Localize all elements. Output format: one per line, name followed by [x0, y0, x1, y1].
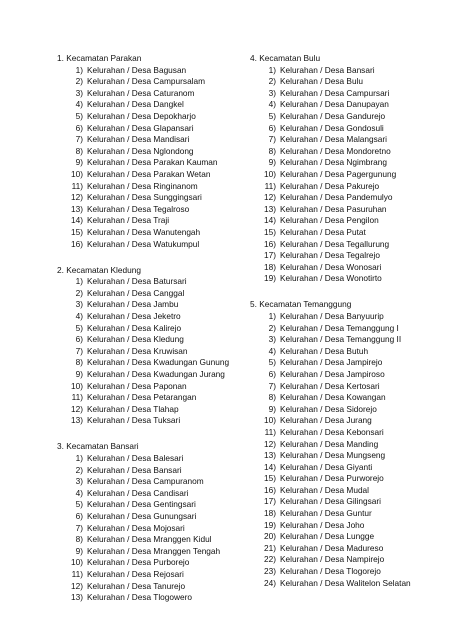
desa-list-item — [57, 499, 242, 511]
desa-list-item — [57, 523, 242, 535]
item-number: 10) — [71, 380, 83, 391]
kecamatan-title: 3. Kecamatan Bansari — [57, 441, 139, 452]
item-number: 9) — [75, 157, 83, 168]
desa-list-item — [57, 334, 242, 346]
item-number: 2) — [75, 76, 83, 87]
kecamatan-title: 4. Kecamatan Bulu — [250, 53, 321, 63]
desa-list-item — [250, 311, 470, 323]
desa-list-item — [57, 465, 242, 477]
item-number: 11) — [264, 180, 276, 191]
desa-list-item — [57, 215, 242, 227]
item-label: Kelurahan / Desa Putat — [280, 226, 366, 237]
item-number: 6) — [268, 368, 276, 379]
desa-list-item — [250, 473, 470, 485]
item-number: 7) — [268, 380, 276, 391]
item-number: 2) — [268, 322, 276, 333]
item-number: 15) — [71, 226, 83, 237]
item-number: 8) — [268, 392, 276, 403]
item-label: Kelurahan / Desa Jambu — [87, 299, 179, 310]
item-label: Kelurahan / Desa Pengilon — [280, 215, 379, 226]
item-number: 2) — [75, 287, 83, 298]
item-number: 3) — [75, 299, 83, 310]
right-column — [250, 53, 470, 589]
desa-list-item — [250, 323, 470, 335]
desa-list-item — [250, 65, 470, 77]
item-number: 7) — [75, 522, 83, 533]
item-label: Kelurahan / Desa Canggal — [87, 287, 185, 298]
item-number: 3) — [75, 87, 83, 98]
item-number: 10) — [71, 557, 83, 568]
item-label: Kelurahan / Desa Tlogowero — [87, 592, 193, 603]
item-number: 1) — [75, 64, 83, 75]
item-label: Kelurahan / Desa Malangsari — [280, 134, 387, 145]
item-label: Kelurahan / Desa Lungge — [280, 531, 375, 542]
desa-list-item — [57, 311, 242, 323]
item-number: 8) — [75, 357, 83, 368]
desa-list-item — [57, 392, 242, 404]
item-label: Kelurahan / Desa Gilingsari — [280, 496, 381, 507]
item-number: 18) — [264, 508, 276, 519]
item-label: Kelurahan / Desa Wanutengah — [87, 226, 201, 237]
item-label: Kelurahan / Desa Jurang — [280, 415, 372, 426]
item-label: Kelurahan / Desa Glapansari — [87, 122, 194, 133]
desa-list-item — [57, 123, 242, 135]
desa-list-item — [57, 227, 242, 239]
item-number: 16) — [264, 238, 276, 249]
item-label: Kelurahan / Desa Giyanti — [280, 461, 373, 472]
desa-list-item — [250, 215, 470, 227]
desa-list-item — [57, 192, 242, 204]
kecamatan-section — [57, 441, 242, 603]
kecamatan-section — [250, 299, 470, 589]
desa-list-item — [250, 554, 470, 566]
desa-list-item — [250, 346, 470, 358]
item-number: 10) — [264, 168, 276, 179]
desa-list-item — [250, 76, 470, 88]
desa-list — [250, 311, 470, 589]
item-label: Kelurahan / Desa Kowangan — [280, 392, 386, 403]
item-number: 11) — [264, 426, 276, 437]
item-label: Kelurahan / Desa Kledung — [87, 334, 184, 345]
desa-list-item — [250, 381, 470, 393]
item-label: Kelurahan / Desa Parakan Kauman — [87, 157, 218, 168]
item-label: Kelurahan / Desa Mungseng — [280, 450, 386, 461]
desa-list-item — [57, 204, 242, 216]
desa-list-item — [250, 439, 470, 451]
item-number: 5) — [75, 110, 83, 121]
item-label: Kelurahan / Desa Pandemulyo — [280, 192, 393, 203]
desa-list-item — [57, 453, 242, 465]
desa-list-item — [57, 369, 242, 381]
item-label: Kelurahan / Desa Tegallurung — [280, 238, 390, 249]
desa-list-item — [250, 357, 470, 369]
desa-list-item — [57, 276, 242, 288]
item-label: Kelurahan / Desa Mandisari — [87, 134, 190, 145]
desa-list-item — [57, 134, 242, 146]
kecamatan-section — [57, 265, 242, 427]
desa-list-item — [57, 415, 242, 427]
item-number: 22) — [264, 554, 276, 565]
item-label: Kelurahan / Desa Tegalroso — [87, 203, 190, 214]
item-number: 9) — [75, 368, 83, 379]
desa-list-item — [250, 427, 470, 439]
item-number: 15) — [264, 473, 276, 484]
desa-list — [57, 453, 242, 604]
item-label: Kelurahan / Desa Dangkel — [87, 99, 184, 110]
item-number: 7) — [75, 345, 83, 356]
item-number: 7) — [75, 134, 83, 145]
desa-list-item — [57, 592, 242, 604]
item-label: Kelurahan / Desa Watukumpul — [87, 238, 200, 249]
item-label: Kelurahan / Desa Purborejo — [87, 557, 190, 568]
item-number: 4) — [75, 310, 83, 321]
desa-list-item — [250, 566, 470, 578]
desa-list-item — [57, 488, 242, 500]
item-label: Kelurahan / Desa Traji — [87, 215, 170, 226]
item-label: Kelurahan / Desa Sidorejo — [280, 403, 377, 414]
kecamatan-section — [57, 53, 242, 250]
item-label: Kelurahan / Desa Madureso — [280, 542, 384, 553]
item-label: Kelurahan / Desa Petarangan — [87, 392, 197, 403]
item-number: 6) — [75, 122, 83, 133]
desa-list — [57, 65, 242, 251]
item-number: 21) — [264, 542, 276, 553]
item-label: Kelurahan / Desa Mondoretno — [280, 145, 391, 156]
kecamatan-title: 1. Kecamatan Parakan — [57, 53, 142, 63]
item-number: 2) — [75, 464, 83, 475]
item-number: 6) — [75, 510, 83, 521]
desa-list-item — [250, 531, 470, 543]
desa-list-item — [250, 450, 470, 462]
item-number: 8) — [268, 145, 276, 156]
item-label: Kelurahan / Desa Jampirejo — [280, 357, 383, 368]
item-number: 2) — [268, 76, 276, 87]
item-label: Kelurahan / Desa Parakan Wetan — [87, 168, 211, 179]
kecamatan-title: 2. Kecamatan Kledung — [57, 264, 141, 275]
item-number: 1) — [268, 64, 276, 75]
desa-list-item — [250, 485, 470, 497]
item-label: Kelurahan / Desa Temanggung I — [280, 322, 399, 333]
item-number: 13) — [71, 415, 83, 426]
item-number: 7) — [268, 134, 276, 145]
desa-list-item — [57, 346, 242, 358]
desa-list-item — [57, 239, 242, 251]
desa-list-item — [250, 334, 470, 346]
item-label: Kelurahan / Desa Batursari — [87, 276, 187, 287]
item-label: Kelurahan / Desa Jeketro — [87, 310, 181, 321]
desa-list-item — [250, 508, 470, 520]
desa-list-item — [250, 369, 470, 381]
item-label: Kelurahan / Desa Wonotirto — [280, 273, 382, 284]
desa-list-item — [250, 192, 470, 204]
item-number: 24) — [264, 577, 276, 588]
item-number: 18) — [264, 261, 276, 272]
item-label: Kelurahan / Desa Nampirejo — [280, 554, 385, 565]
item-number: 13) — [71, 203, 83, 214]
item-number: 6) — [268, 122, 276, 133]
item-number: 23) — [264, 566, 276, 577]
desa-list-item — [57, 99, 242, 111]
desa-list-item — [250, 134, 470, 146]
desa-list-item — [250, 99, 470, 111]
desa-list-item — [250, 169, 470, 181]
item-number: 10) — [71, 168, 83, 179]
section-spacer — [57, 250, 242, 265]
item-label: Kelurahan / Desa Kalirejo — [87, 322, 182, 333]
item-number: 14) — [264, 215, 276, 226]
desa-list-item — [57, 357, 242, 369]
section-spacer — [57, 427, 242, 442]
item-label: Kelurahan / Desa Balesari — [87, 453, 184, 463]
item-label: Kelurahan / Desa Campursalam — [87, 76, 206, 87]
item-label: Kelurahan / Desa Campursari — [280, 87, 390, 98]
item-number: 16) — [264, 484, 276, 495]
desa-list-item — [57, 157, 242, 169]
left-column — [57, 53, 242, 604]
desa-list-item — [250, 392, 470, 404]
item-number: 17) — [264, 250, 276, 261]
item-number: 3) — [75, 476, 83, 487]
desa-list-item — [57, 146, 242, 158]
item-number: 13) — [264, 450, 276, 461]
item-label: Kelurahan / Desa Gandurejo — [280, 110, 386, 121]
item-label: Kelurahan / Desa Jampiroso — [280, 368, 385, 379]
item-label: Kelurahan / Desa Temanggung II — [280, 334, 402, 345]
item-number: 9) — [268, 157, 276, 168]
desa-list-item — [57, 65, 242, 77]
item-label: Kelurahan / Desa Depokharjo — [87, 110, 196, 121]
desa-list-item — [57, 511, 242, 523]
item-label: Kelurahan / Desa Mranggen Tengah — [87, 545, 221, 556]
item-label: Kelurahan / Desa Paponan — [87, 380, 187, 391]
desa-list-item — [250, 262, 470, 274]
desa-list-item — [250, 250, 470, 262]
item-label: Kelurahan / Desa Mojosari — [87, 522, 185, 533]
item-number: 9) — [268, 403, 276, 414]
item-number: 11) — [71, 392, 83, 403]
item-number: 11) — [71, 568, 83, 579]
desa-list-item — [250, 181, 470, 193]
kecamatan-title: 5. Kecamatan Temanggung — [250, 299, 352, 310]
item-label: Kelurahan / Desa Manding — [280, 438, 379, 449]
desa-list-item — [250, 204, 470, 216]
desa-list-item — [57, 534, 242, 546]
item-label: Kelurahan / Desa Bagusan — [87, 64, 187, 75]
item-label: Kelurahan / Desa Caturanom — [87, 87, 195, 98]
item-label: Kelurahan / Desa Pakurejo — [280, 180, 380, 191]
item-label: Kelurahan / Desa Gentingsari — [87, 499, 196, 510]
desa-list-item — [250, 543, 470, 555]
item-label: Kelurahan / Desa Kruwisan — [87, 345, 188, 356]
item-number: 1) — [75, 276, 83, 287]
item-number: 12) — [71, 403, 83, 414]
desa-list-item — [250, 578, 470, 590]
desa-list-item — [57, 299, 242, 311]
desa-list-item — [57, 381, 242, 393]
item-number: 12) — [264, 192, 276, 203]
item-label: Kelurahan / Desa Mudal — [280, 484, 370, 495]
desa-list-item — [57, 323, 242, 335]
item-label: Kelurahan / Desa Gondosuli — [280, 122, 384, 133]
item-number: 15) — [264, 226, 276, 237]
item-label: Kelurahan / Desa Mranggen Kidul — [87, 534, 212, 545]
item-number: 4) — [268, 345, 276, 356]
desa-list-item — [250, 157, 470, 169]
item-label: Kelurahan / Desa Sunggingsari — [87, 192, 202, 203]
item-number: 16) — [71, 238, 83, 249]
item-number: 17) — [264, 496, 276, 507]
item-label: Kelurahan / Desa Ringinanom — [87, 180, 198, 191]
item-number: 1) — [268, 310, 276, 321]
kecamatan-section — [250, 53, 470, 285]
item-label: Kelurahan / Desa Kwadungan Gunung — [87, 357, 230, 368]
item-label: Kelurahan / Desa Tuksari — [87, 415, 181, 426]
desa-list-item — [57, 181, 242, 193]
desa-list-item — [250, 415, 470, 427]
item-number: 4) — [75, 487, 83, 498]
item-number: 4) — [268, 99, 276, 110]
item-number: 12) — [71, 580, 83, 591]
item-label: Kelurahan / Desa Wonosari — [280, 261, 382, 272]
desa-list-item — [250, 88, 470, 100]
item-label: Kelurahan / Desa Kertosari — [280, 380, 380, 391]
desa-list-item — [57, 76, 242, 88]
item-label: Kelurahan / Desa Butuh — [280, 345, 369, 356]
item-number: 12) — [71, 192, 83, 203]
desa-list — [57, 276, 242, 427]
desa-list-item — [57, 476, 242, 488]
desa-list-item — [250, 462, 470, 474]
item-number: 13) — [71, 592, 83, 603]
desa-list-item — [250, 227, 470, 239]
item-label: Kelurahan / Desa Joho — [280, 519, 365, 530]
item-label: Kelurahan / Desa Tanurejo — [87, 580, 186, 591]
item-number: 11) — [71, 180, 83, 191]
item-label: Kelurahan / Desa Kwadungan Jurang — [87, 368, 225, 379]
item-label: Kelurahan / Desa Tlahap — [87, 403, 179, 414]
desa-list-item — [250, 273, 470, 285]
item-number: 12) — [264, 438, 276, 449]
item-label: Kelurahan / Desa Guntur — [280, 508, 372, 519]
item-label: Kelurahan / Desa Candisari — [87, 487, 189, 498]
desa-list — [250, 65, 470, 285]
item-label: Kelurahan / Desa Banyuurip — [280, 310, 384, 321]
item-number: 14) — [264, 461, 276, 472]
item-number: 20) — [264, 531, 276, 542]
item-number: 19) — [264, 519, 276, 530]
item-number: 4) — [75, 99, 83, 110]
item-number: 3) — [268, 87, 276, 98]
item-label: Kelurahan / Desa Tegalrejo — [280, 250, 380, 261]
item-number: 5) — [268, 110, 276, 121]
item-number: 6) — [75, 334, 83, 345]
item-number: 5) — [268, 357, 276, 368]
item-number: 13) — [264, 203, 276, 214]
item-number: 19) — [264, 273, 276, 284]
desa-list-item — [250, 520, 470, 532]
item-label: Kelurahan / Desa Pagergunung — [280, 168, 397, 179]
desa-list-item — [57, 288, 242, 300]
item-number: 5) — [75, 499, 83, 510]
item-number: 10) — [264, 415, 276, 426]
desa-list-item — [57, 557, 242, 569]
desa-list-item — [250, 111, 470, 123]
item-label: Kelurahan / Desa Tlogorejo — [280, 566, 381, 577]
desa-list-item — [57, 404, 242, 416]
desa-list-item — [57, 169, 242, 181]
desa-list-item — [57, 581, 242, 593]
item-number: 5) — [75, 322, 83, 333]
item-number: 8) — [75, 145, 83, 156]
desa-list-item — [250, 404, 470, 416]
item-label: Kelurahan / Desa Ngimbrang — [280, 157, 387, 168]
item-label: Kelurahan / Desa Danupayan — [280, 99, 389, 110]
desa-list-item — [250, 239, 470, 251]
desa-list-item — [250, 146, 470, 158]
desa-list-item — [57, 88, 242, 100]
item-number: 14) — [71, 215, 83, 226]
desa-list-item — [57, 111, 242, 123]
desa-list-item — [250, 123, 470, 135]
item-label: Kelurahan / Desa Nglondong — [87, 145, 194, 156]
item-number: 8) — [75, 534, 83, 545]
desa-list-item — [57, 546, 242, 558]
section-spacer — [250, 285, 470, 300]
item-label: Kelurahan / Desa Bansari — [280, 64, 375, 75]
item-number: 9) — [75, 545, 83, 556]
desa-list-item — [57, 569, 242, 581]
desa-list-item — [250, 496, 470, 508]
item-label: Kelurahan / Desa Campuranom — [87, 476, 204, 487]
item-label: Kelurahan / Desa Bulu — [280, 76, 364, 87]
item-label: Kelurahan / Desa Bansari — [87, 464, 182, 475]
item-label: Kelurahan / Desa Gunungsari — [87, 510, 197, 521]
item-number: 1) — [75, 453, 83, 463]
item-number: 3) — [268, 334, 276, 345]
item-label: Kelurahan / Desa Purworejo — [280, 473, 384, 484]
item-label: Kelurahan / Desa Kebonsari — [280, 426, 384, 437]
item-label: Kelurahan / Desa Rejosari — [87, 568, 184, 579]
item-label: Kelurahan / Desa Pasuruhan — [280, 203, 387, 214]
item-label: Kelurahan / Desa Walitelon Selatan — [280, 577, 411, 588]
